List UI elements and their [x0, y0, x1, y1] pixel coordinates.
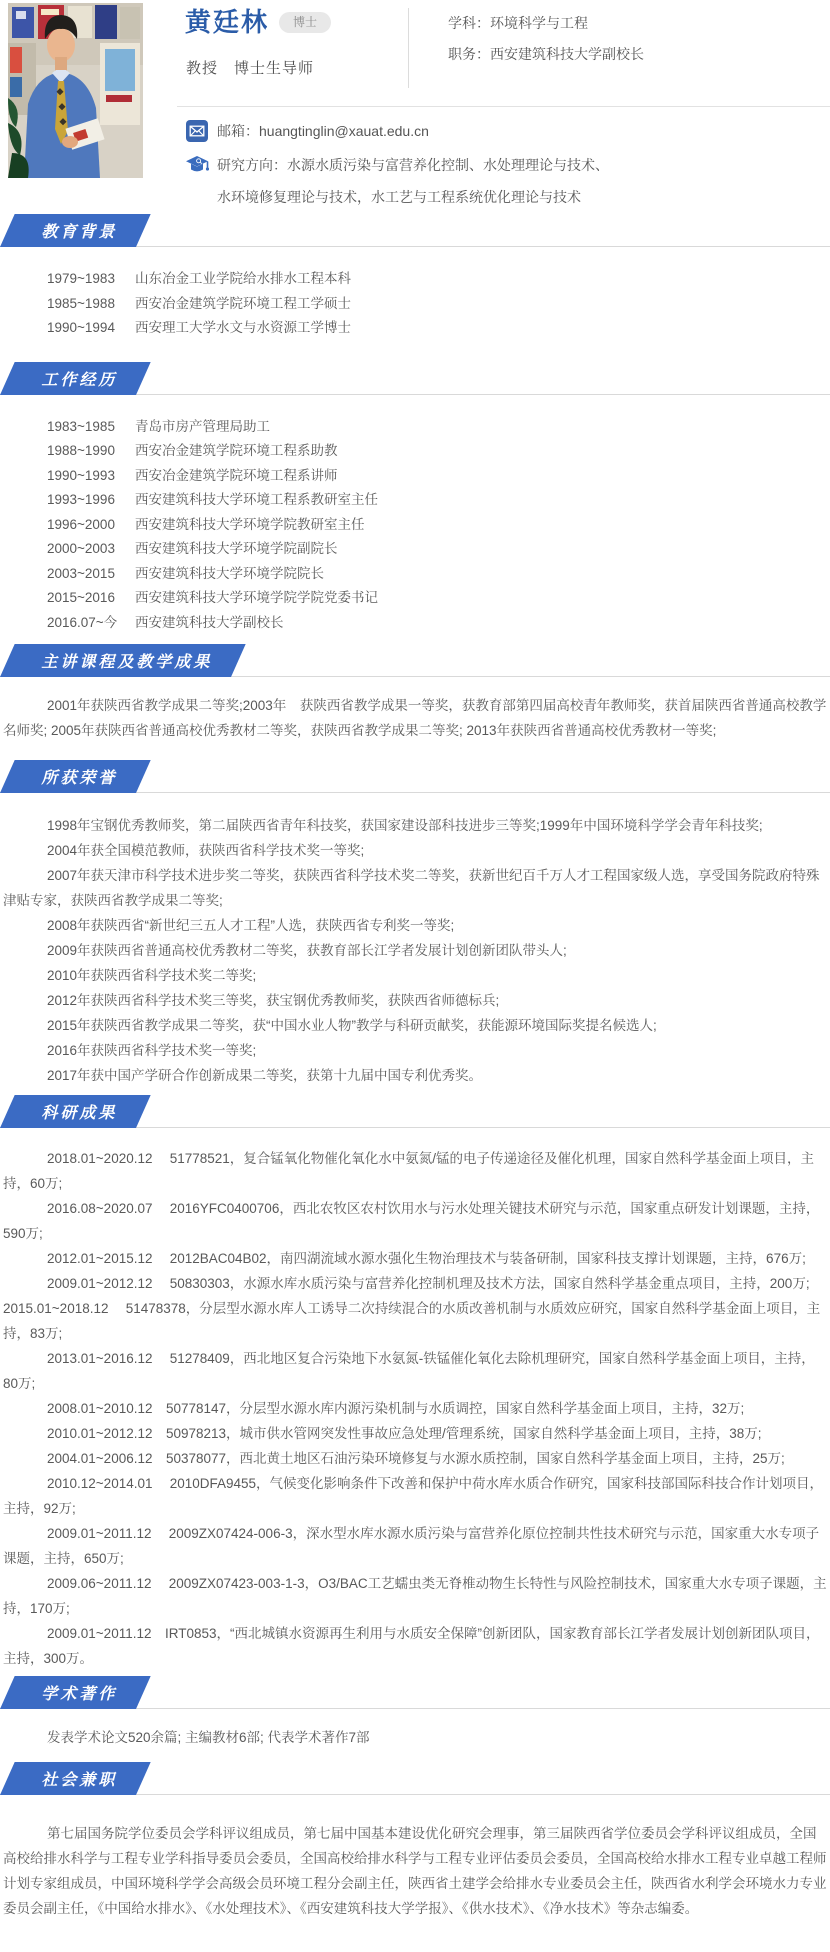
research-project: 2010.01~2012.12 50978213，城市供水管网突发性事故应急处理/管理系统，国家自然科学基金面上项目，主持，38万;: [47, 1426, 762, 1441]
horizontal-divider: [177, 106, 830, 107]
social-title: 社会兼职: [41, 1772, 118, 1789]
work-title: 工作经历: [41, 371, 118, 389]
honor-item: 2004年获全国模范教师，获陕西省科学技术奖一等奖;: [47, 843, 365, 858]
education-section-bar: [0, 213, 830, 247]
degree-badge: 博士: [279, 12, 331, 33]
work-item: 2003~2015 西安建筑科技大学环境学院院长: [47, 565, 324, 581]
honor-item: 2015年获陕西省教学成果二等奖，获“中国水业人物”教学与科研贡献奖，获能源环境国际奖提名候选人;: [47, 1018, 657, 1033]
research-row: [185, 153, 609, 177]
research-project: 2013.01~2016.12 51278409，西北地区复合污染地下水氨氮-铁锰催化氧化去除机理研究，国家自然科学基金面上项目，主持，80万;: [3, 1351, 815, 1391]
publications-section-bar: [0, 1675, 830, 1709]
publications-content: [3, 1725, 827, 1750]
section-honors: [0, 759, 830, 1088]
honor-item: 2017年获中国产学研合作创新成果二等奖，获第十九届中国专利优秀奖。: [47, 1068, 483, 1083]
publications-title-ribbon: [0, 1676, 151, 1709]
research-project: 2004.01~2006.12 50378077，西北黄土地区石油污染环境修复与水源水质控制，国家自然科学基金面上项目，主持，25万;: [47, 1451, 785, 1466]
position-label: 职务：: [448, 46, 490, 62]
teaching-paragraph: 2001年获陕西省教学成果二等奖;2003年 获陕西省教学成果一等奖，获教育部第四届高校青年教师奖，获首届陕西省普通高校教学名师奖; 2005年获陕西省普通高校优秀教材二等奖，获陕西省教学成果二等奖; 2013年获陕西省普通高校优秀教材一等奖;: [3, 698, 827, 738]
honor-item: 2009年获陕西省普通高校优秀教材二等奖，获教育部长江学者发展计划创新团队带头人;: [47, 943, 567, 958]
profile-titles: 教授 博士生导师: [186, 60, 315, 77]
education-title: 教育背景: [41, 224, 118, 241]
research-project: 2009.01~2012.12 50830303，水源水库水质污染与富营养化控制机理及技术方法，国家自然科学基金重点项目，主持，200万; 2015.01~2018.12 51478378，分层型水源水库人工诱导二次持续混合的水质改善机制与水质效应研究，国家自然科学基金面上项目，主持，83万;: [3, 1276, 821, 1341]
research-direction-line1: 水源水质污染与富营养化控制、水处理理论与技术、: [287, 157, 609, 173]
honor-item: 2010年获陕西省科学技术奖二等奖;: [47, 968, 257, 983]
social-title-ribbon: [0, 1762, 151, 1795]
portrait-photo: [8, 3, 143, 179]
research-direction-line2: 水环境修复理论与技术，水工艺与工程系统优化理论与技术: [217, 189, 581, 205]
teaching-title: 主讲课程及教学成果: [41, 654, 213, 671]
research-project: 2010.12~2014.01 2010DFA9455，气候变化影响条件下改善和保护中荷水库水质合作研究，国家科技部国际科技合作计划项目，主持，92万;: [3, 1476, 824, 1516]
research-title-ribbon: [0, 1095, 151, 1128]
position-value: 西安建筑科技大学副校长: [490, 46, 644, 62]
teaching-content: [3, 693, 827, 743]
vertical-divider: [408, 8, 409, 88]
research-title: 科研成果: [41, 1105, 118, 1122]
profile-name: 黄廷林: [185, 7, 270, 37]
section-teaching: [0, 643, 830, 743]
research-content: [3, 1146, 827, 1671]
discipline-label: 学科：: [448, 15, 490, 31]
work-item: 2000~2003 西安建筑科技大学环境学院副院长: [47, 541, 338, 556]
education-item: 1985~1988 西安冶金建筑学院环境工程工学硕士: [47, 295, 351, 311]
honors-content: [3, 813, 827, 1088]
publications-summary: 发表学术论文520余篇; 主编教材6部; 代表学术著作7部: [47, 1730, 370, 1745]
honor-item: 2016年获陕西省科学技术奖一等奖;: [47, 1043, 257, 1058]
email-label: 邮箱：: [217, 123, 259, 139]
profile-header: [0, 0, 830, 213]
graduation-cap-icon: [185, 153, 209, 177]
publications-title: 学术著作: [41, 1686, 118, 1703]
envelope-icon: [185, 119, 209, 143]
research-project: 2009.01~2011.12 2009ZX07424-006-3，深水型水库水源水质污染与富营养化原位控制共性技术研究与示范，国家重大水专项子课题，主持，650万;: [3, 1526, 820, 1566]
discipline-value: 环境科学与工程: [490, 15, 588, 31]
work-item: 1990~1993 西安冶金建筑学院环境工程系讲师: [47, 467, 338, 483]
honor-item: 2007年获天津市科学技术进步奖二等奖，获陕西省科学技术奖二等奖，获新世纪百千万人才工程国家级人选，享受国务院政府特殊津贴专家，获陕西省教学成果二等奖;: [3, 868, 820, 908]
social-paragraph: 第七届国务院学位委员会学科评议组成员，第七届中国基本建设优化研究会理事，第三届陕西省学位委员会学科评议组成员，全国高校给排水科学与工程专业学科指导委员会委员，全国高校给排水科学与工程专业评估委员会委员，全国高校给水排水工程专业卓越工程师计划专家组成员，中国环境科学学会高级会员环境工程分会副主任，陕西省土建学会给排水专业委员会主任，陕西省水利学会环境水力专业委员会副主任，《中国给水排水》、《水处理技术》、《西安建筑科技大学学报》、《供水技术》、《净水技术》等杂志编委。: [3, 1826, 827, 1916]
honors-section-bar: [0, 759, 830, 793]
research-project: 2008.01~2010.12 50778147，分层型水源水库内源污染机制与水质调控，国家自然科学基金面上项目，主持，32万;: [47, 1401, 745, 1416]
work-item: 1993~1996 西安建筑科技大学环境工程系教研室主任: [47, 492, 378, 507]
research-label: 研究方向：: [217, 157, 287, 173]
email-address[interactable]: huangtinglin@xauat.edu.cn: [259, 123, 429, 139]
teaching-title-ribbon: [0, 644, 246, 677]
social-content: [3, 1821, 827, 1921]
honor-item: 2008年获陕西省“新世纪三五人才工程”人选，获陕西省专利奖一等奖;: [47, 918, 455, 933]
work-item: 2015~2016 西安建筑科技大学环境学院学院党委书记: [47, 590, 378, 605]
section-education: [0, 213, 830, 341]
social-section-bar: [0, 1761, 830, 1795]
honor-item: 1998年宝钢优秀教师奖，第二届陕西省青年科技奖，获国家建设部科技进步三等奖;1999年中国环境科学学会青年科技奖;: [47, 818, 763, 833]
research-project: 2009.01~2011.12 IRT0853，“西北城镇水资源再生利用与水质安全保障”创新团队，国家教育部长江学者发展计划创新团队项目，主持，300万。: [3, 1626, 820, 1666]
section-publications: [0, 1675, 830, 1750]
honors-title: 所获荣誉: [41, 770, 118, 787]
work-item: 1996~2000 西安建筑科技大学环境学院教研室主任: [47, 516, 365, 532]
honor-item: 2012年获陕西省科学技术奖三等奖，获宝钢优秀教师奖，获陕西省师德标兵;: [47, 993, 500, 1008]
education-item: 1990~1994 西安理工大学水文与水资源工学博士: [47, 320, 351, 335]
work-item: 1988~1990 西安冶金建筑学院环境工程系助教: [47, 443, 338, 458]
education-title-ribbon: [0, 214, 151, 247]
contact-block: [185, 119, 609, 207]
research-project: 2012.01~2015.12 2012BAC04B02，南四湖流域水源水强化生物治理技术与装备研制，国家科技支撑计划课题，主持，676万;: [47, 1251, 806, 1266]
research-section-bar: [0, 1094, 830, 1128]
research-project: 2016.08~2020.07 2016YFC0400706，西北农牧区农村饮用水与污水处理关键技术研究与示范，国家重点研发计划课题，主持，590万;: [3, 1201, 820, 1241]
section-work: [0, 361, 830, 636]
work-title-ribbon: [0, 362, 151, 395]
work-list: [0, 415, 830, 636]
name-row: [185, 8, 331, 36]
discipline-row: [448, 13, 644, 33]
honors-title-ribbon: [0, 760, 151, 793]
email-row: [185, 119, 609, 143]
section-research: [0, 1094, 830, 1671]
education-list: [0, 267, 830, 341]
research-project: 2018.01~2020.12 51778521，复合锰氧化物催化氧化水中氨氮/锰的电子传递途径及催化机理，国家自然科学基金面上项目，主持，60万;: [3, 1151, 815, 1191]
work-section-bar: [0, 361, 830, 395]
header-right-info: [448, 13, 644, 75]
position-row: [448, 44, 644, 64]
education-item: 1979~1983 山东冶金工业学院给水排水工程本科: [47, 271, 351, 286]
work-item: 1983~1985 青岛市房产管理局助工: [47, 418, 270, 434]
teaching-section-bar: [0, 643, 830, 677]
work-item: 2016.07~今 西安建筑科技大学副校长: [47, 614, 284, 630]
research-project: 2009.06~2011.12 2009ZX07423-003-1-3，O3/BAC工艺蠕虫类无脊椎动物生长特性与风险控制技术，国家重大水专项子课题，主持，170万;: [3, 1576, 827, 1616]
section-social: [0, 1761, 830, 1921]
